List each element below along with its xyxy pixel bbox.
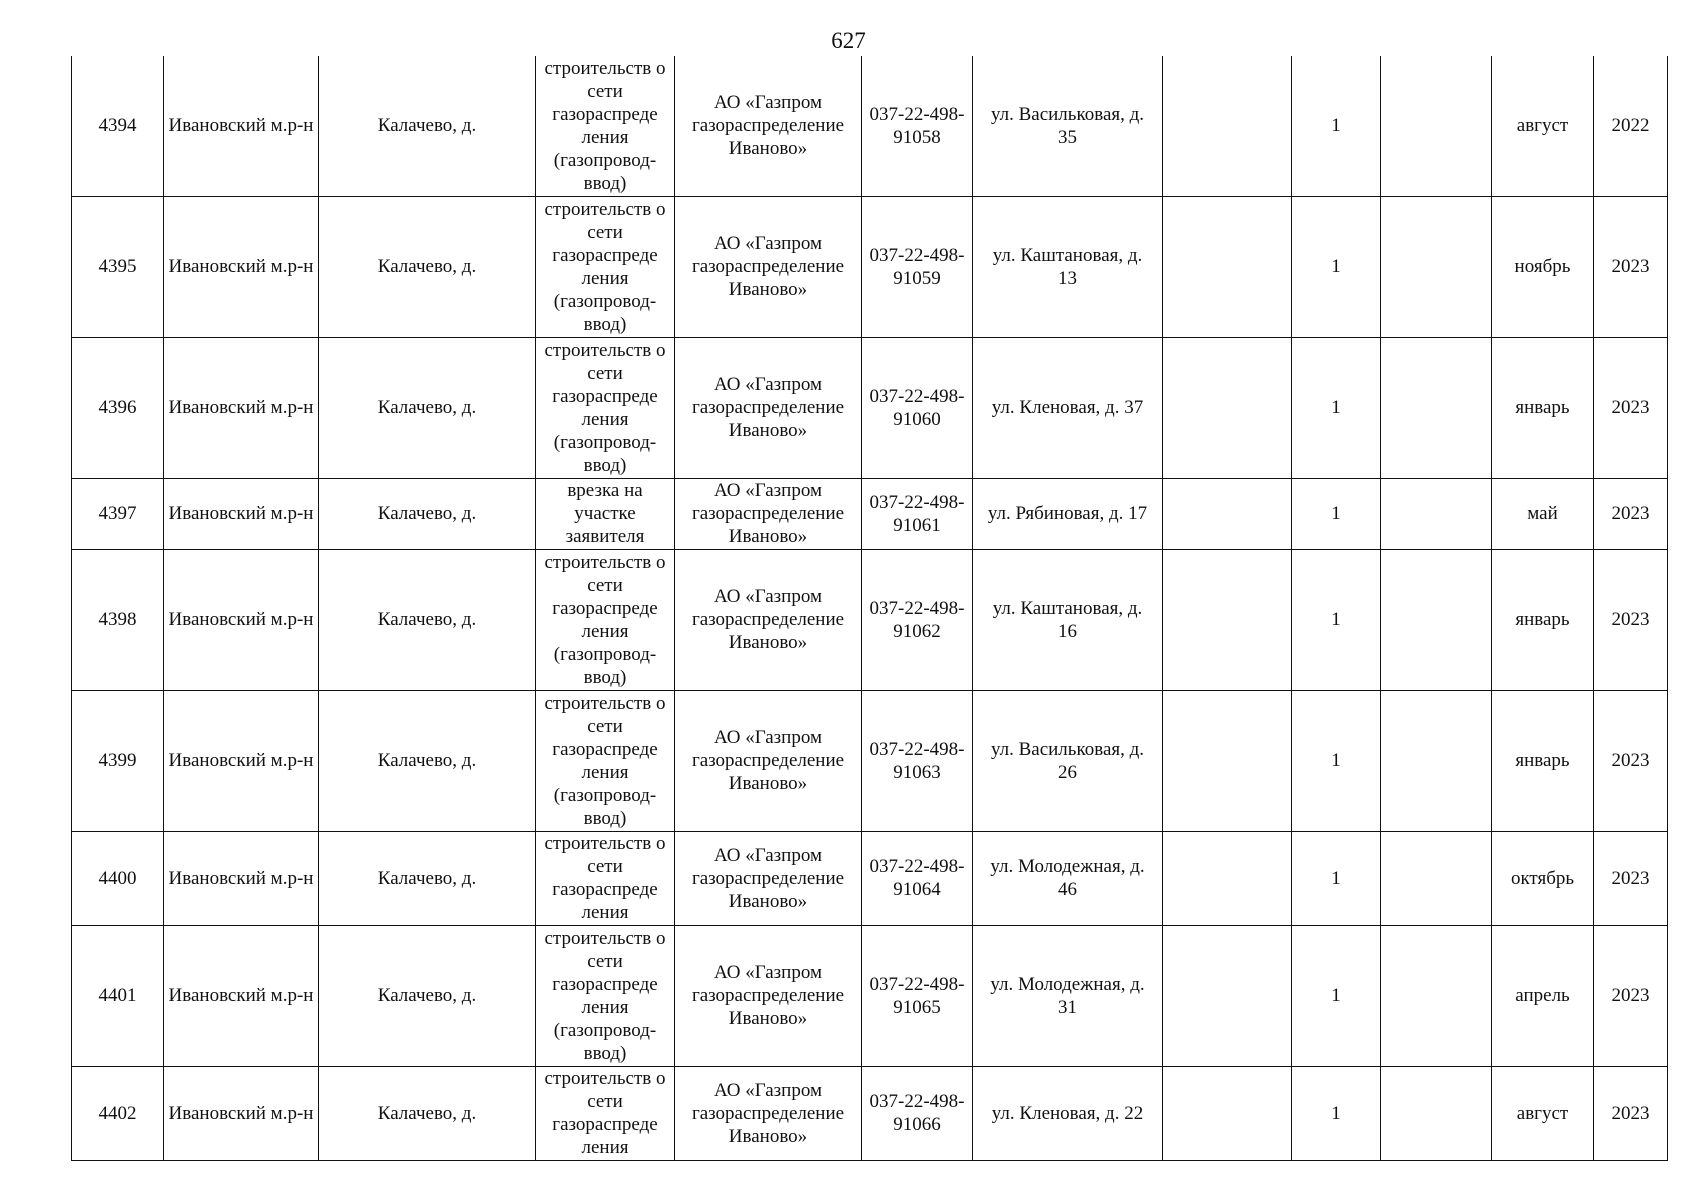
row-number: 4397 xyxy=(72,478,164,549)
month: апрель xyxy=(1492,925,1594,1066)
row-number: 4401 xyxy=(72,925,164,1066)
empty-cell xyxy=(1163,337,1292,478)
work-type: строительств о сети газораспреде ления xyxy=(536,831,675,925)
month: август xyxy=(1492,56,1594,196)
locality: Калачево, д. xyxy=(319,478,536,549)
table-body xyxy=(72,56,1668,1160)
object-code: 037-22-498-91061 xyxy=(862,478,973,549)
work-type: строительств о сети газораспреде ления (газопровод-ввод) xyxy=(536,56,675,196)
address: ул. Васильковая, д. 26 xyxy=(973,690,1163,831)
district: Ивановский м.р-н xyxy=(164,337,319,478)
district: Ивановский м.р-н xyxy=(164,1066,319,1160)
object-code: 037-22-498-91062 xyxy=(862,549,973,690)
table-row xyxy=(72,337,1668,478)
table-row xyxy=(72,690,1668,831)
address: ул. Каштановая, д. 16 xyxy=(973,549,1163,690)
company: АО «Газпром газораспределение Иваново» xyxy=(675,1066,862,1160)
month: май xyxy=(1492,478,1594,549)
row-number: 4399 xyxy=(72,690,164,831)
address: ул. Кленовая, д. 22 xyxy=(973,1066,1163,1160)
year: 2023 xyxy=(1594,690,1668,831)
company: АО «Газпром газораспределение Иваново» xyxy=(675,337,862,478)
locality: Калачево, д. xyxy=(319,196,536,337)
object-code: 037-22-498-91065 xyxy=(862,925,973,1066)
month: октябрь xyxy=(1492,831,1594,925)
company: АО «Газпром газораспределение Иваново» xyxy=(675,831,862,925)
page-number: 627 xyxy=(831,28,866,53)
table-row xyxy=(72,925,1668,1066)
empty-cell xyxy=(1381,925,1492,1066)
month: январь xyxy=(1492,690,1594,831)
district: Ивановский м.р-н xyxy=(164,56,319,196)
locality: Калачево, д. xyxy=(319,549,536,690)
empty-cell xyxy=(1163,1066,1292,1160)
company: АО «Газпром газораспределение Иваново» xyxy=(675,56,862,196)
count: 1 xyxy=(1292,56,1381,196)
address: ул. Каштановая, д. 13 xyxy=(973,196,1163,337)
locality: Калачево, д. xyxy=(319,831,536,925)
locality: Калачево, д. xyxy=(319,337,536,478)
address: ул. Молодежная, д. 31 xyxy=(973,925,1163,1066)
empty-cell xyxy=(1163,831,1292,925)
company: АО «Газпром газораспределение Иваново» xyxy=(675,925,862,1066)
empty-cell xyxy=(1381,56,1492,196)
empty-cell xyxy=(1163,56,1292,196)
company: АО «Газпром газораспределение Иваново» xyxy=(675,690,862,831)
district: Ивановский м.р-н xyxy=(164,925,319,1066)
year: 2022 xyxy=(1594,56,1668,196)
empty-cell xyxy=(1163,690,1292,831)
object-code: 037-22-498-91060 xyxy=(862,337,973,478)
table-row xyxy=(72,1066,1668,1160)
table-row xyxy=(72,196,1668,337)
company: АО «Газпром газораспределение Иваново» xyxy=(675,478,862,549)
row-number: 4395 xyxy=(72,196,164,337)
empty-cell xyxy=(1381,690,1492,831)
object-code: 037-22-498-91066 xyxy=(862,1066,973,1160)
year: 2023 xyxy=(1594,337,1668,478)
empty-cell xyxy=(1381,196,1492,337)
year: 2023 xyxy=(1594,196,1668,337)
count: 1 xyxy=(1292,1066,1381,1160)
empty-cell xyxy=(1381,831,1492,925)
work-type: врезка на участке заявителя xyxy=(536,478,675,549)
work-type: строительств о сети газораспреде ления xyxy=(536,1066,675,1160)
row-number: 4396 xyxy=(72,337,164,478)
district: Ивановский м.р-н xyxy=(164,690,319,831)
object-code: 037-22-498-91059 xyxy=(862,196,973,337)
locality: Калачево, д. xyxy=(319,1066,536,1160)
object-code: 037-22-498-91064 xyxy=(862,831,973,925)
address: ул. Рябиновая, д. 17 xyxy=(973,478,1163,549)
year: 2023 xyxy=(1594,478,1668,549)
count: 1 xyxy=(1292,337,1381,478)
work-type: строительств о сети газораспреде ления (газопровод-ввод) xyxy=(536,925,675,1066)
district: Ивановский м.р-н xyxy=(164,478,319,549)
count: 1 xyxy=(1292,478,1381,549)
table-row xyxy=(72,831,1668,925)
address: ул. Васильковая, д. 35 xyxy=(973,56,1163,196)
district: Ивановский м.р-н xyxy=(164,196,319,337)
count: 1 xyxy=(1292,925,1381,1066)
count: 1 xyxy=(1292,196,1381,337)
empty-cell xyxy=(1163,549,1292,690)
work-type: строительств о сети газораспреде ления (газопровод-ввод) xyxy=(536,337,675,478)
work-type: строительств о сети газораспреде ления (газопровод-ввод) xyxy=(536,196,675,337)
count: 1 xyxy=(1292,549,1381,690)
table-row xyxy=(72,478,1668,549)
district: Ивановский м.р-н xyxy=(164,831,319,925)
row-number: 4394 xyxy=(72,56,164,196)
locality: Калачево, д. xyxy=(319,690,536,831)
object-code: 037-22-498-91063 xyxy=(862,690,973,831)
locality: Калачево, д. xyxy=(319,56,536,196)
year: 2023 xyxy=(1594,831,1668,925)
table-row xyxy=(72,549,1668,690)
empty-cell xyxy=(1381,478,1492,549)
row-number: 4400 xyxy=(72,831,164,925)
year: 2023 xyxy=(1594,549,1668,690)
year: 2023 xyxy=(1594,925,1668,1066)
month: август xyxy=(1492,1066,1594,1160)
empty-cell xyxy=(1163,925,1292,1066)
empty-cell xyxy=(1381,1066,1492,1160)
empty-cell xyxy=(1163,478,1292,549)
month: ноябрь xyxy=(1492,196,1594,337)
row-number: 4402 xyxy=(72,1066,164,1160)
count: 1 xyxy=(1292,690,1381,831)
company: АО «Газпром газораспределение Иваново» xyxy=(675,549,862,690)
address: ул. Молодежная, д. 46 xyxy=(973,831,1163,925)
locality: Калачево, д. xyxy=(319,925,536,1066)
register-table xyxy=(71,56,1668,1161)
empty-cell xyxy=(1381,549,1492,690)
month: январь xyxy=(1492,337,1594,478)
address: ул. Кленовая, д. 37 xyxy=(973,337,1163,478)
row-number: 4398 xyxy=(72,549,164,690)
month: январь xyxy=(1492,549,1594,690)
work-type: строительств о сети газораспреде ления (газопровод-ввод) xyxy=(536,690,675,831)
empty-cell xyxy=(1381,337,1492,478)
district: Ивановский м.р-н xyxy=(164,549,319,690)
empty-cell xyxy=(1163,196,1292,337)
year: 2023 xyxy=(1594,1066,1668,1160)
company: АО «Газпром газораспределение Иваново» xyxy=(675,196,862,337)
work-type: строительств о сети газораспреде ления (газопровод-ввод) xyxy=(536,549,675,690)
table-row xyxy=(72,56,1668,196)
count: 1 xyxy=(1292,831,1381,925)
object-code: 037-22-498-91058 xyxy=(862,56,973,196)
